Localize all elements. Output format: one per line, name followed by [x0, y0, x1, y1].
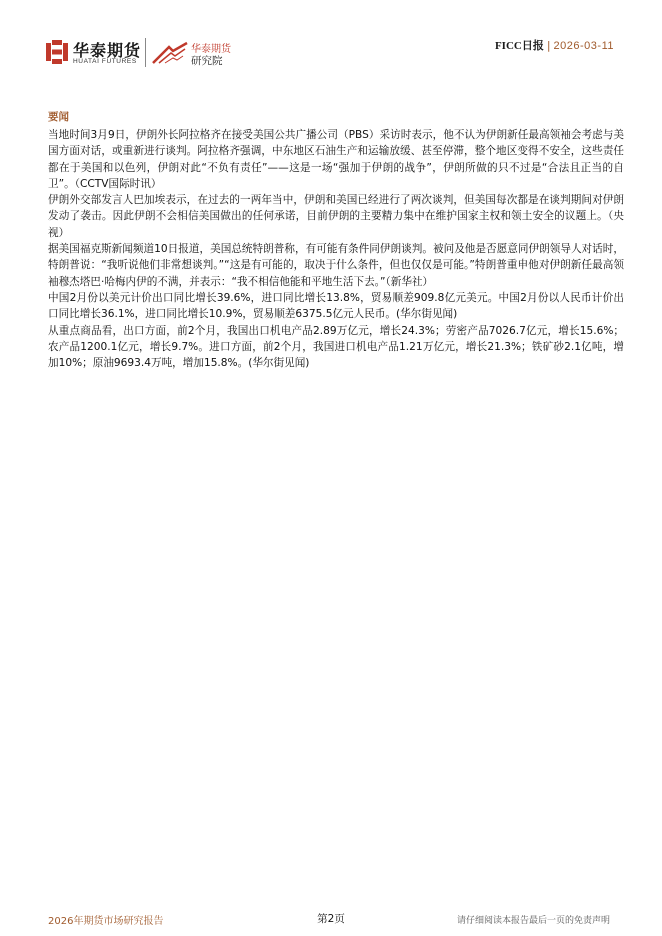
report-body [48, 109, 624, 371]
section-title: 要闻 [48, 111, 69, 123]
news-paragraph: 从重点商品看，出口方面，前2个月，我国出口机电产品2.89万亿元，增长24.3%；劳密产品7026.7亿元，增长15.6%；农产品1200.1亿元，增长9.7%。进口方面，前2个月，我国进口机电产品1.21万亿元，增长21.3%；铁矿砂2.1亿吨，增加10%；原油9693.4万吨，增加15.8%。(华尔街见闻) [48, 324, 624, 370]
news-paragraph: 当地时间3月9日，伊朗外长阿拉格齐在接受美国公共广播公司（PBS）采访时表示，他不认为伊朗新任最高领袖会考虑与美国方面对话，或重新进行谈判。阿拉格齐强调，中东地区石油生产和运输放缓、甚至停滞，整个地区变得不安全，这些责任都在于美国和以色列，伊朗对此“不负有责任”——这是一场“强加于伊朗的战争”，伊朗所做的只不过是“合法且正当的自卫”。（CCTV国际时讯） [48, 129, 624, 190]
company-name-en: HUATAI FUTURES [73, 58, 137, 65]
logo-divider [145, 38, 146, 67]
news-paragraph: 伊朗外交部发言人巴加埃表示，在过去的一两年当中，伊朗和美国已经进行了两次谈判，但美国每次都是在谈判期间对伊朗发动了袭击。因此伊朗不会相信美国做出的任何承诺，目前伊朗的主要精力集中在维护国家主权和领土安全的议题上。（央视） [48, 194, 624, 239]
institute-name-line2: 研究院 [191, 55, 223, 67]
report-type: FICC [494, 40, 522, 52]
report-header [0, 0, 662, 80]
institute-name-line1: 华泰期货 [191, 44, 231, 55]
report-meta [495, 37, 614, 53]
news-paragraph: 据美国福克斯新闻频道10日报道，美国总统特朗普称，有可能有条件同伊朗谈判。被问及他是否愿意同伊朗领导人对话时，特朗普说：“我听说他们非常想谈判。”“这是有可能的，取决于什么条件，但也仅仅是可能。”特朗普重申他对伊朗新任最高领袖穆杰塔巴·哈梅内伊的不满，并表示：“我不相信他能和平地生活下去。”（新华社） [48, 243, 624, 288]
company-logo [46, 38, 146, 68]
institute-logo [151, 38, 241, 68]
company-name-cn: 华泰期货 [73, 41, 142, 60]
page-number: 第2页 [317, 913, 345, 925]
footer-report-title: 2026年期货市场研究报告 [48, 916, 164, 927]
report-type-cn: 日报 [521, 39, 544, 52]
report-date: 2026-03-11 [553, 40, 614, 52]
institute-logo-icon [151, 41, 189, 65]
news-paragraph: 中国2月份以美元计价出口同比增长39.6%，进口同比增长13.8%，贸易顺差909.8亿元美元。中国2月份以人民币计价出口同比增长36.1%，进口同比增长10.9%，贸易顺差6375.5亿元人民币。(华尔街见闻) [48, 291, 624, 321]
report-separator: | [546, 39, 551, 52]
company-logo-icon [46, 40, 68, 64]
footer-disclaimer: 请仔细阅读本报告最后一页的免责声明 [456, 916, 610, 926]
report-footer [0, 906, 662, 936]
